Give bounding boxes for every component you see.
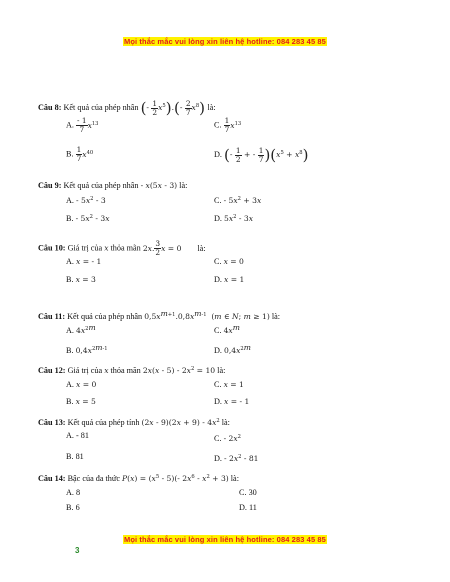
option-8d[interactable]: D. (- $\frac{1}{2}$ + - $\frac{1}{7}$ )$(x^5 + x^8)$	[214, 145, 309, 164]
option-14a[interactable]: A. 8	[66, 488, 81, 497]
option-9b[interactable]: B. - $5x^2 - 3x$	[66, 214, 110, 223]
option-8b[interactable]: B. $\frac{1}{7}$ $x^{40}$	[66, 145, 94, 163]
footer-hotline: Mọi thắc mắc vui lòng xin liên hệ hotline: 084 283 45 85	[124, 535, 326, 544]
option-12b[interactable]: B. x = 5	[66, 397, 96, 406]
question-label: Câu 8:	[38, 103, 62, 112]
option-10d[interactable]: D. x = 1	[214, 275, 245, 284]
option-10b[interactable]: B. x = 3	[66, 275, 96, 284]
question-11: Câu 11: Kết quả của phép nhân $0,5x^{m+1}.0,8x^{m-1}$ (m ∈ N; m ≥ 1) là:	[38, 309, 281, 321]
question-14: Câu 14: Bậc của đa thức $P(x) = (x^5 - 5)(-$ $2x^6 - x^2 + 3$) là:	[38, 474, 239, 483]
option-14b[interactable]: B. 6	[66, 503, 80, 512]
header-hotline: Mọi thắc mắc vui lòng xin liên hệ hotline: 084 283 45 85	[124, 37, 326, 46]
option-11c[interactable]: C. $4x^m$	[214, 323, 240, 335]
question-9: Câu 9: Kết quả của phép nhân - x(5x - 3) là:	[38, 181, 188, 190]
option-13b[interactable]: B. 81	[66, 452, 84, 461]
question-12: Câu 12: Giá trị của x thỏa mãn $2x(x - 5) - 2x^2 = 10$ là:	[38, 366, 226, 375]
option-13d[interactable]: D. - $2x^2 - 81$	[214, 454, 259, 463]
option-12d[interactable]: D. x = - 1	[214, 397, 250, 406]
option-10a[interactable]: A. x = - 1	[66, 257, 102, 266]
page-number: 3	[75, 546, 80, 555]
option-11d[interactable]: D. $0,4x^{2m}$	[214, 343, 251, 355]
option-9d[interactable]: D. $5x^2 - 3x$	[214, 214, 253, 223]
question-text: Kết quả của phép nhân	[63, 103, 139, 112]
option-13a[interactable]: A. - 81	[66, 431, 89, 440]
option-8a[interactable]: A. $\frac{- 1}{7}$ $x^{13}$	[66, 116, 99, 134]
question-8: Câu 8: Kết quả của phép nhân (- $\frac{1}{2}$ $x^5).(-$ $\frac{2}{7}$ $x^8$) là:	[38, 98, 216, 117]
option-11b[interactable]: B. $0,4x^{2m-1}$	[66, 343, 108, 355]
question-10: Câu 10: Giá trị của x thỏa mãn 2x. $\frac{3}{2}$ x = 0 là:	[38, 239, 206, 257]
option-13c[interactable]: C. - $2x^2$	[214, 434, 241, 443]
option-14c[interactable]: C. 30	[239, 488, 257, 497]
option-9a[interactable]: A. - $5x^2 - 3$	[66, 196, 106, 205]
option-14d[interactable]: D. 11	[239, 503, 257, 512]
option-11a[interactable]: A. $4x^{2m}$	[66, 323, 96, 335]
question-13: Câu 13: Kết quả của phép tính $(2x - 9)(2x + 9) - 4x^2$ là:	[38, 418, 230, 427]
option-8c[interactable]: C. $\frac{1}{7}$ $x^{13}$	[214, 116, 242, 134]
option-9c[interactable]: C. - $5x^2 + 3x$	[214, 196, 262, 205]
math-expression: (- $\frac{1}{2}$ $x^5).(-$ $\frac{2}{7}$ $x^8$)	[140, 98, 206, 117]
option-10c[interactable]: C. x = 0	[214, 257, 244, 266]
option-12c[interactable]: C. x = 1	[214, 380, 244, 389]
option-12a[interactable]: A. x = 0	[66, 380, 97, 389]
